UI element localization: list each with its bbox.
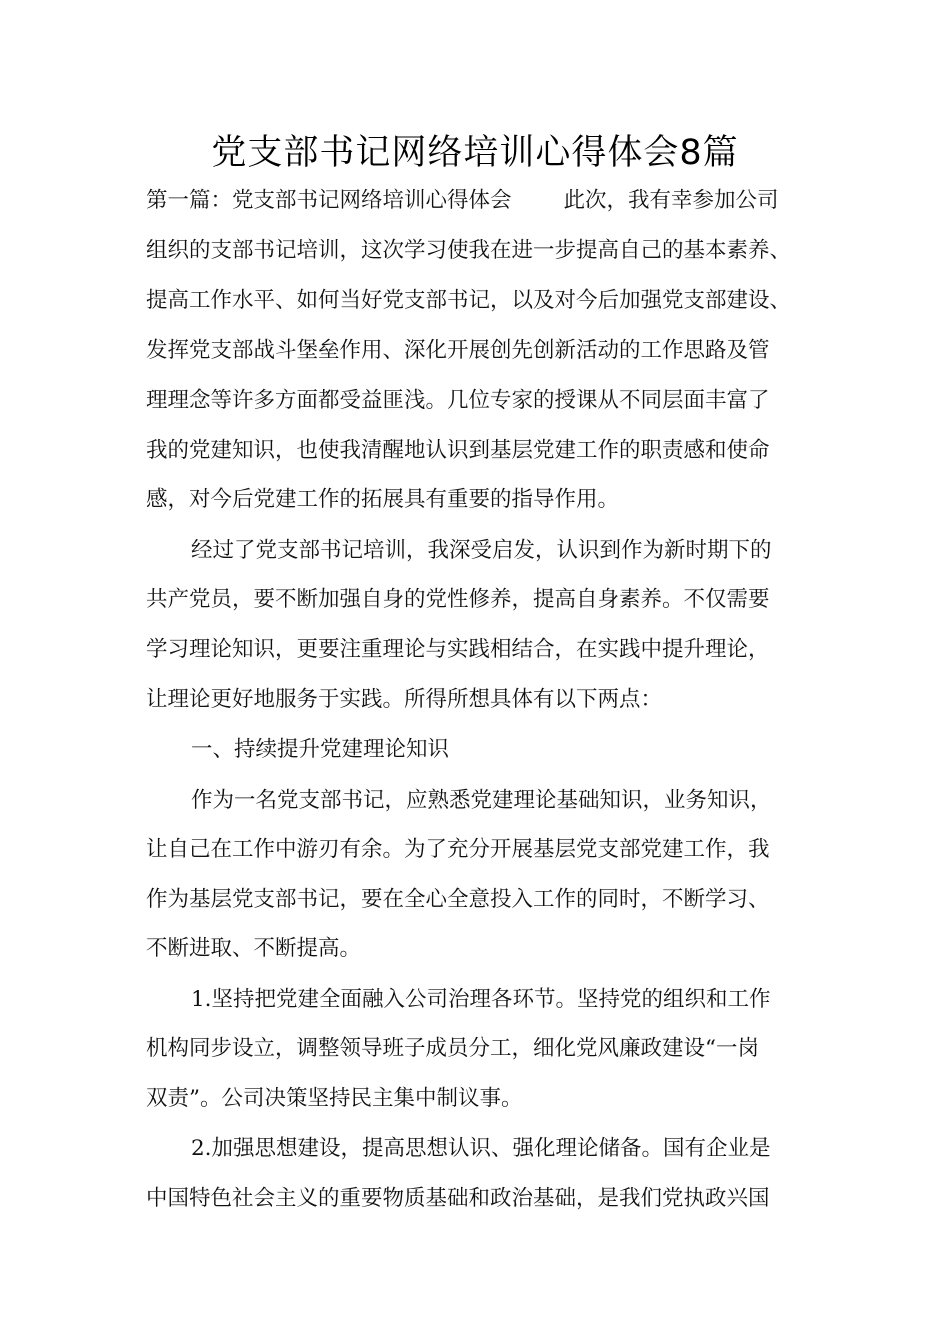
text-line: 1.坚持把党建全面融入公司治理各环节。坚持党的组织和工作	[191, 987, 771, 1012]
text-line: 理理念等许多方面都受益匪浅。几位专家的授课从不同层面丰富了	[146, 388, 770, 413]
text-line: 经过了党支部书记培训，我深受启发，认识到作为新时期下的	[191, 538, 772, 563]
text-line: 机构同步设立，调整领导班子成员分工，细化党风廉政建设“一岗	[146, 1036, 759, 1061]
text-line: 让理论更好地服务于实践。所得所想具体有以下两点：	[146, 687, 663, 712]
text-line: 作为基层党支部书记，要在全心全意投入工作的同时，不断学习、	[146, 887, 770, 912]
text-line: 作为一名党支部书记，应熟悉党建理论基础知识，业务知识，	[191, 788, 772, 813]
text-line: 让自己在工作中游刃有余。为了充分开展基层党支部党建工作，我	[146, 837, 770, 862]
document-title: 党支部书记网络培训心得体会8篇	[211, 133, 739, 173]
text-line: 组织的支部书记培训，这次学习使我在进一步提高自己的基本素养、	[146, 238, 792, 263]
line-text: 此次，我有幸参加公司	[563, 188, 779, 213]
text-line	[146, 186, 779, 216]
text-line: 2.加强思想建设，提高思想认识、强化理论储备。国有企业是	[191, 1136, 771, 1161]
text-line: 不断进取、不断提高。	[146, 936, 362, 961]
text-line: 中国特色社会主义的重要物质基础和政治基础，是我们党执政兴国	[146, 1186, 770, 1211]
text-line: 共产党员，要不断加强自身的党性修养，提高自身素养。不仅需要	[146, 587, 770, 612]
text-line: 提高工作水平、如何当好党支部书记，以及对今后加强党支部建设、	[146, 288, 792, 313]
text-line: 我的党建知识，也使我清醒地认识到基层党建工作的职责感和使命	[146, 438, 770, 463]
text-line: 感，对今后党建工作的拓展具有重要的指导作用。	[146, 487, 620, 512]
text-line: 学习理论知识，更要注重理论与实践相结合，在实践中提升理论，	[146, 637, 770, 662]
text-line: 双责”。公司决策坚持民主集中制议事。	[146, 1086, 523, 1111]
subheading: 一、持续提升党建理论知识	[191, 737, 450, 762]
text-line: 发挥党支部战斗堡垒作用、深化开展创先创新活动的工作思路及管	[146, 338, 770, 363]
section-heading: 第一篇：党支部书记网络培训心得体会	[146, 188, 512, 213]
